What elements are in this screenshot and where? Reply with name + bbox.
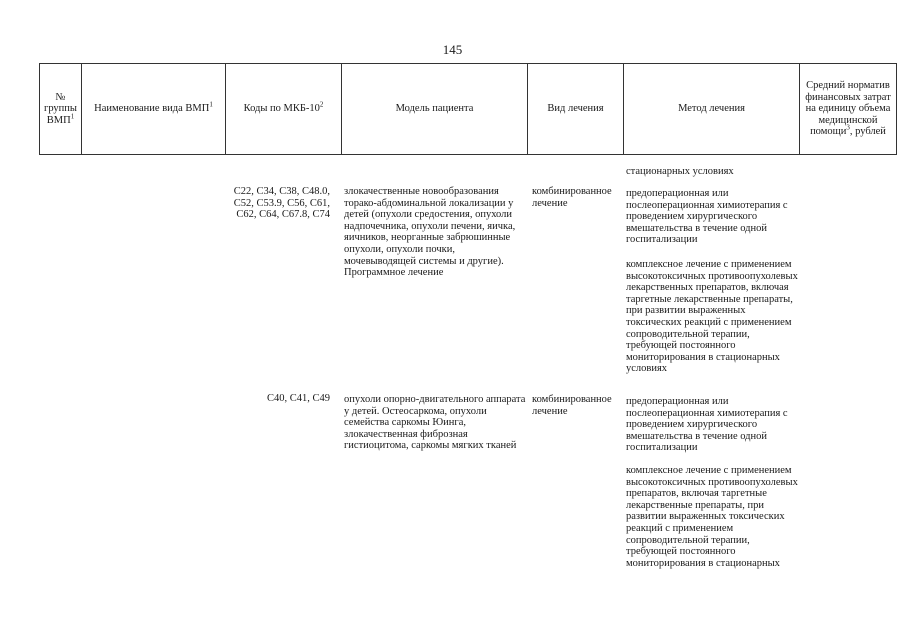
row-2-method-2: комплексное лечение с применением высокотоксичных противоопухолевых препаратов, включая таргетные лекарственные препараты, при развитии выраженных токсических реакций с применением сопроводительной терапии, требующей постоянного мониторирования в стационарных — [626, 465, 798, 569]
row-1-method-2: комплексное лечение с применением высокотоксичных противоопухолевых лекарственных препаратов, включая таргетные лекарственные препараты, при развитии выраженных токсических реакций с применением сопроводительной терапии, требующей постоянного мониторирования в стационарных условиях — [626, 259, 798, 375]
method-continuation: стационарных условиях — [626, 166, 734, 177]
header-treatment-method: Метод лечения — [624, 64, 800, 155]
header-group-no: № группы ВМП$^1$ — [40, 64, 82, 155]
row-1-method-1: предоперационная или послеоперационная химиотерапия с проведением хирургического вмешательства в течение одной госпитализации — [626, 188, 788, 246]
header-treatment-type: Вид лечения — [528, 64, 624, 155]
table-header — [39, 63, 897, 155]
row-1-codes: C22, C34, C38, C48.0, C52, C53.9, C56, C61, C62, C64, C67.8, C74 — [233, 186, 330, 221]
row-1-model: злокачественные новообразования торако-абдоминальной локализации у детей (опухоли средостения, опухоли надпочечника, опухоли печени, яичка, яичников, неорганные забрюшинные опухоли, опухоли почки, мочевыводящей системы и другие). Программное лечение — [344, 186, 516, 279]
row-2-treatment-type: комбинированное лечение — [532, 394, 612, 417]
row-2-model: опухоли опорно-двигательного аппарата у детей. Остеосаркома, опухоли семейства саркомы Юинга, злокачественная фиброзная гистиоцитома, саркомы мягких тканей — [344, 394, 526, 452]
header-patient-model: Модель пациента — [342, 64, 528, 155]
header-vmp-name: Наименование вида ВМП$^1$ — [82, 64, 226, 155]
header-avg-cost: Средний норматив финансовых затрат на единицу объема медицинской помощи$^3$, рублей — [800, 64, 897, 155]
header-icd-codes: Коды по МКБ-$10^2$ — [226, 64, 342, 155]
row-2-method-1: предоперационная или послеоперационная химиотерапия с проведением хирургического вмешательства в течение одной госпитализации — [626, 396, 788, 454]
row-1-treatment-type: комбинированное лечение — [532, 186, 612, 209]
page-number: 145 — [442, 42, 463, 57]
row-2-codes: C40, C41, C49 — [266, 393, 330, 404]
